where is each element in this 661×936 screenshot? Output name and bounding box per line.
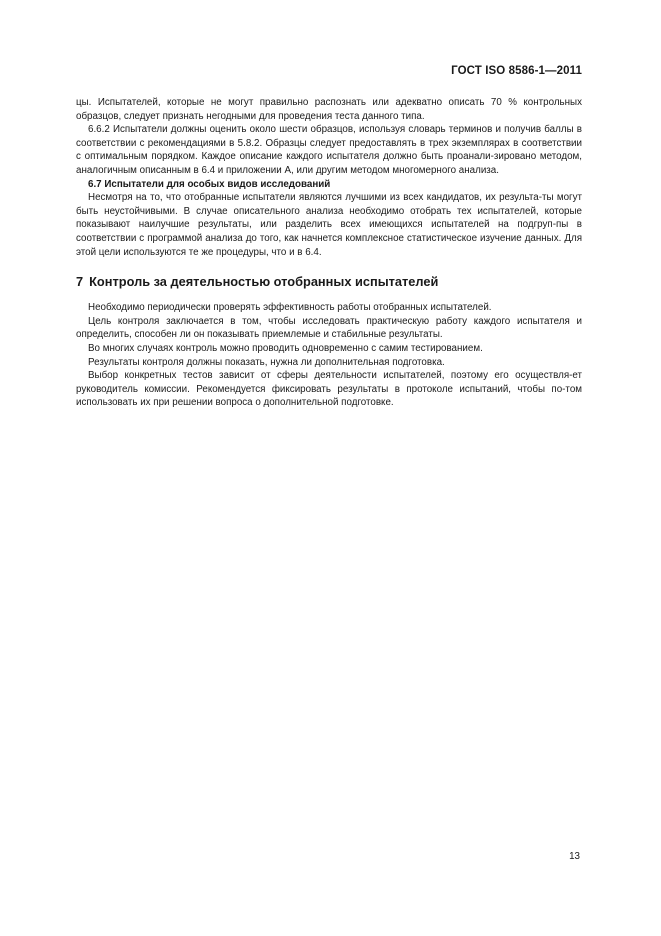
subheading-6-7: 6.7 Испытатели для особых видов исследований	[88, 178, 331, 190]
section-heading-7	[76, 274, 582, 289]
paragraph-7-4: Результаты контроля должны показать, нужна ли дополнительная подготовка.	[88, 356, 445, 368]
section-title: Контроль за деятельностью отобранных испытателей	[89, 274, 439, 290]
page-body	[76, 96, 582, 410]
paragraph-7-2: Цель контроля заключается в том, чтобы исследовать практическую работу каждого испытателя и определить, способен ли он показывать приемлемые и стабильные результаты.	[76, 315, 582, 341]
document-header-id: ГОСТ ISO 8586-1—2011	[451, 65, 582, 77]
section-number: 7	[76, 274, 84, 290]
paragraph-7-1: Необходимо периодически проверять эффективность работы отобранных испытателей.	[88, 302, 492, 314]
page-number: 13	[569, 851, 580, 862]
paragraph-continuation: цы. Испытателей, которые не могут правильно распознать или адекватно описать 70 % контрольных образцов, следует признать негодными для проведения теста данного типа.	[76, 97, 582, 122]
paragraph-6-6-2: 6.6.2 Испытатели должны оценить около шести образцов, используя словарь терминов и получив баллы в соответствии с рекомендациями в 5.8.2. Образцы следует предоставлять в трех экземплярах в соответствии с оптимальным порядком. Каждое описание каждого испытателя должно быть проанали-зировано методом, аналогичным описанным в 6.4 и приложении А, или другим методом многомерного анализа.	[76, 124, 582, 176]
paragraph-7-3: Во многих случаях контроль можно проводить одновременно с самим тестированием.	[88, 342, 483, 354]
paragraph-6-7-body: Несмотря на то, что отобранные испытатели являются лучшими из всех кандидатов, их результа-ты могут быть неустойчивыми. В случае описательного анализа необходимо отобрать тех испытателей, которые показывают наилучшие результаты, или разделить всех имеющихся испытателей на подгруп-пы в соответствии с программой анализа до того, как начнется комплексное статистическое изучение данных. Для этой цели используются те же процедуры, что и в 6.4.	[76, 192, 582, 258]
paragraph-7-5: Выбор конкретных тестов зависит от сферы деятельности испытателей, поэтому его осуществля-ет руководитель комиссии. Рекомендуется фиксировать результаты в протоколе испытаний, чтобы по-том использовать их при решении вопроса о дополнительной подготовке.	[76, 370, 582, 409]
